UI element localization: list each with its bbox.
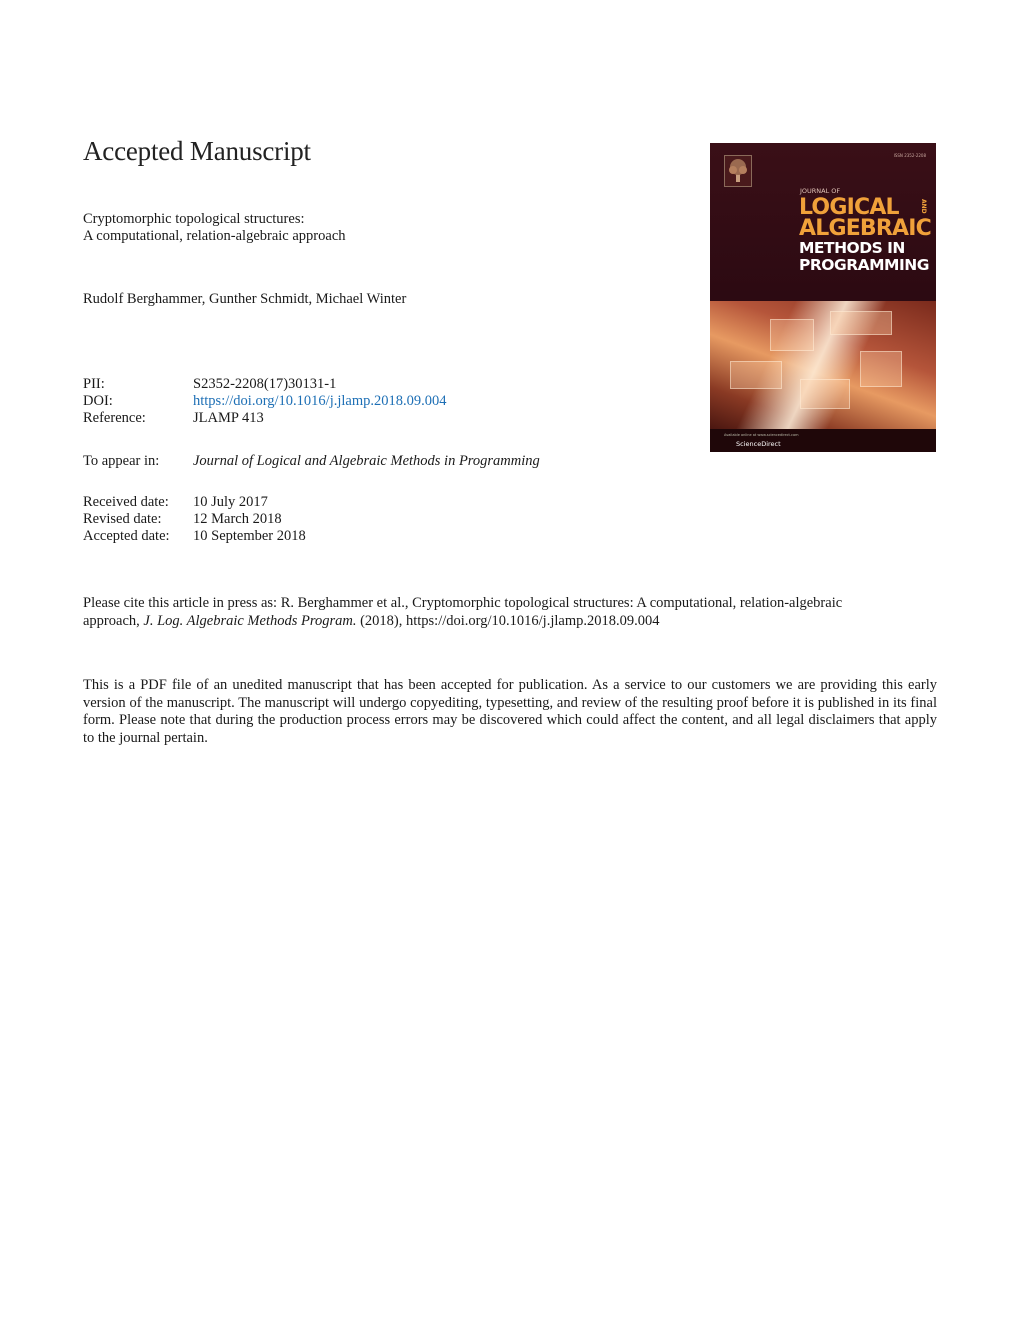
identifiers-block <box>83 376 447 427</box>
cover-url: Available online at www.sciencedirect.com <box>724 433 799 437</box>
pii-value: S2352-2208(17)30131-1 <box>193 376 337 392</box>
appear-label: To appear in: <box>83 453 160 469</box>
cover-word-logical: LOGICAL <box>799 195 899 220</box>
elsevier-tree-logo-icon <box>724 155 752 187</box>
revised-label: Revised date: <box>83 511 162 527</box>
article-title-line-2: A computational, relation-algebraic approach <box>83 228 346 244</box>
dates-block <box>83 494 306 545</box>
accepted-row <box>83 528 306 545</box>
doi-row <box>83 393 447 410</box>
reference-row <box>83 410 447 427</box>
reference-label: Reference: <box>83 410 146 426</box>
accepted-label: Accepted date: <box>83 528 170 544</box>
cover-artwork <box>710 301 936 429</box>
journal-name: Journal of Logical and Algebraic Methods in Programming <box>193 453 540 469</box>
cover-word-algebraic: ALGEBRAIC <box>799 216 931 241</box>
appear-row <box>83 453 540 470</box>
citation-journal: J. Log. Algebraic Methods Program. <box>143 612 357 629</box>
citation-suffix: (2018), https://doi.org/10.1016/j.jlamp.2018.09.004 <box>360 612 660 629</box>
article-title <box>83 211 346 245</box>
cover-journal-of: JOURNAL OF <box>800 187 841 195</box>
received-label: Received date: <box>83 494 169 510</box>
pii-row <box>83 376 447 393</box>
doi-link[interactable]: https://doi.org/10.1016/j.jlamp.2018.09.004 <box>193 393 447 409</box>
received-date: 10 July 2017 <box>193 494 268 510</box>
journal-cover <box>710 143 936 452</box>
citation-prefix: Please cite this article in press as: R. Berghammer et al., Cryptomorphic topological structures: A computational, relation-algebraic approach, <box>83 595 843 629</box>
manuscript-notice: This is a PDF file of an unedited manuscript that has been accepted for publication. As a service to our customers we are providing this early version of the manuscript. The manuscript will undergo copyediting, typesetting, and review of the resulting proof before it is published in its final form. Please note that during the production process errors may be discovered which could affect the content, and all legal disclaimers that apply to the journal pertain. <box>83 677 937 746</box>
cover-issn-mark: ISSN 2352-2208 <box>893 153 926 158</box>
sciencedirect-brand: ScienceDirect <box>736 440 781 448</box>
doi-label: DOI: <box>83 393 113 409</box>
received-row <box>83 494 306 511</box>
cover-word-and: AND <box>920 199 927 214</box>
article-title-line-1: Cryptomorphic topological structures: <box>83 211 305 227</box>
appear-block <box>83 453 540 470</box>
reference-value: JLAMP 413 <box>193 410 264 426</box>
cover-word-methods-in: METHODS IN <box>799 239 905 257</box>
cover-word-programming: PROGRAMMING <box>799 256 929 274</box>
revised-row <box>83 511 306 528</box>
page-heading: Accepted Manuscript <box>83 136 311 166</box>
accepted-date: 10 September 2018 <box>193 528 306 544</box>
citation-paragraph <box>83 595 884 630</box>
revised-date: 12 March 2018 <box>193 511 282 527</box>
authors: Rudolf Berghammer, Gunther Schmidt, Michael Winter <box>83 291 407 307</box>
pii-label: PII: <box>83 376 105 392</box>
